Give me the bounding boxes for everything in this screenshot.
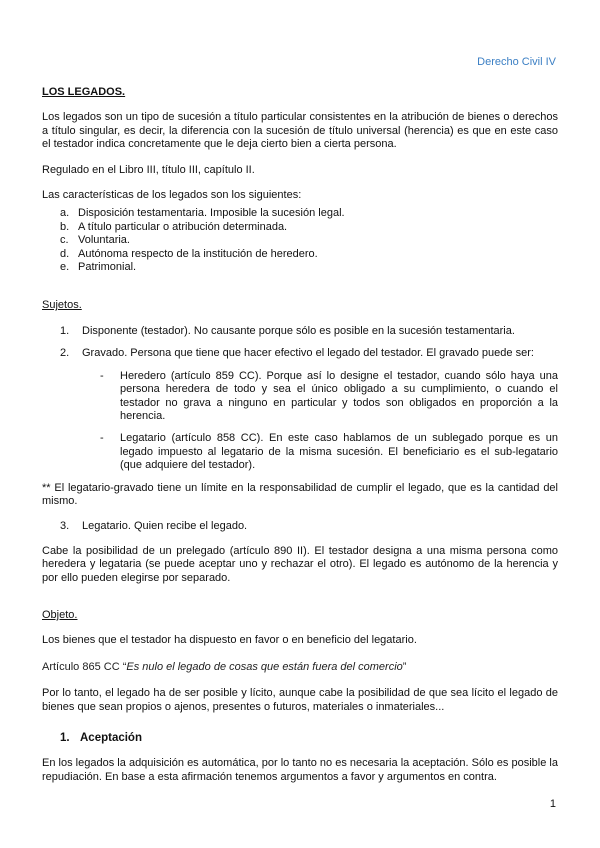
- list-item: a. Disposición testamentaria. Imposible la sucesión legal.: [60, 207, 345, 220]
- characteristics-list: [42, 207, 558, 274]
- page-title: LOS LEGADOS.: [42, 86, 126, 98]
- list-item: - Legatario (artículo 858 CC). En este caso hablamos de un sublegado porque es un legado impuesto al legatario de la misma sucesión. El beneficiario es el sub-legatario (que adquiere del testador).: [100, 432, 558, 472]
- objeto-conclusion: Por lo tanto, el legado ha de ser posible y lícito, aunque cabe la posibilidad de que sea lícito el legado de bienes que sean propios o ajenos, presentes o futuros, materiales o inmateriales...: [42, 687, 558, 713]
- objeto-paragraph: Los bienes que el testador ha dispuesto en favor o en beneficio del legatario.: [42, 634, 417, 647]
- list-item: 3. Legatario. Quien recibe el legado.: [60, 520, 248, 533]
- aceptacion-paragraph: En los legados la adquisición es automática, por lo tanto no es necesaria la aceptación. Sólo es posible la repudiación. En base a esta afirmación tenemos argumentos a favor y argumentos en contra.: [42, 757, 558, 783]
- list-item: e. Patrimonial.: [60, 261, 137, 274]
- gravado-sublist: [42, 370, 558, 473]
- document-body: [42, 86, 558, 784]
- course-header: Derecho Civil IV: [477, 56, 556, 68]
- intro-paragraph: Los legados son un tipo de sucesión a título particular consistentes en la atribución de bienes o derechos a título singular, es decir, la diferencia con la sucesión de título universal (herencia) es que en este caso el testador indica concretamente que le deja cierto bien a cierta persona.: [42, 111, 558, 151]
- list-item: - Heredero (artículo 859 CC). Porque así lo designe el testador, cuando sólo haya una persona heredera de todo y sea el único obligado a su cumplimiento, o cuando el testador no grava a ninguno en particular y todos son obligados en proporción a la herencia.: [100, 369, 558, 422]
- section-heading-aceptacion: 1. Aceptación: [60, 732, 142, 744]
- section-heading-sujetos: Sujetos.: [42, 299, 82, 312]
- list-item: d. Autónoma respecto de la institución de heredero.: [60, 247, 318, 260]
- list-item: 2. Gravado. Persona que tiene que hacer efectivo el legado del testador. El gravado puede ser:: [60, 347, 534, 360]
- page-number: 1: [549, 798, 556, 810]
- sujetos-list: [42, 325, 558, 361]
- note-paragraph: ** El legatario-gravado tiene un límite en la responsabilidad de cumplir el legado, que es la cantidad del mismo.: [42, 481, 558, 507]
- prelegado-paragraph: Cabe la posibilidad de un prelegado (artículo 890 II). El testador designa a una misma persona como heredera y legataria (se puede aceptar uno y rechazar el otro). El legado es autónomo de la herencia y por ello pueden elegirse por separado.: [42, 544, 558, 584]
- list-item: c. Voluntaria.: [60, 234, 130, 247]
- section-heading-objeto: Objeto.: [42, 608, 78, 621]
- article-quote: Artículo 865 CC “Es nulo el legado de cosas que están fuera del comercio”: [42, 660, 407, 673]
- sujetos-list-continued: [42, 520, 558, 533]
- characteristics-intro: Las características de los legados son los siguientes:: [42, 189, 302, 202]
- list-item: 1. Disponente (testador). No causante porque sólo es posible en la sucesión testamentaria.: [60, 324, 515, 337]
- regulated-paragraph: Regulado en el Libro III, título III, capítulo II.: [42, 163, 255, 176]
- list-item: b. A título particular o atribución determinada.: [60, 220, 288, 233]
